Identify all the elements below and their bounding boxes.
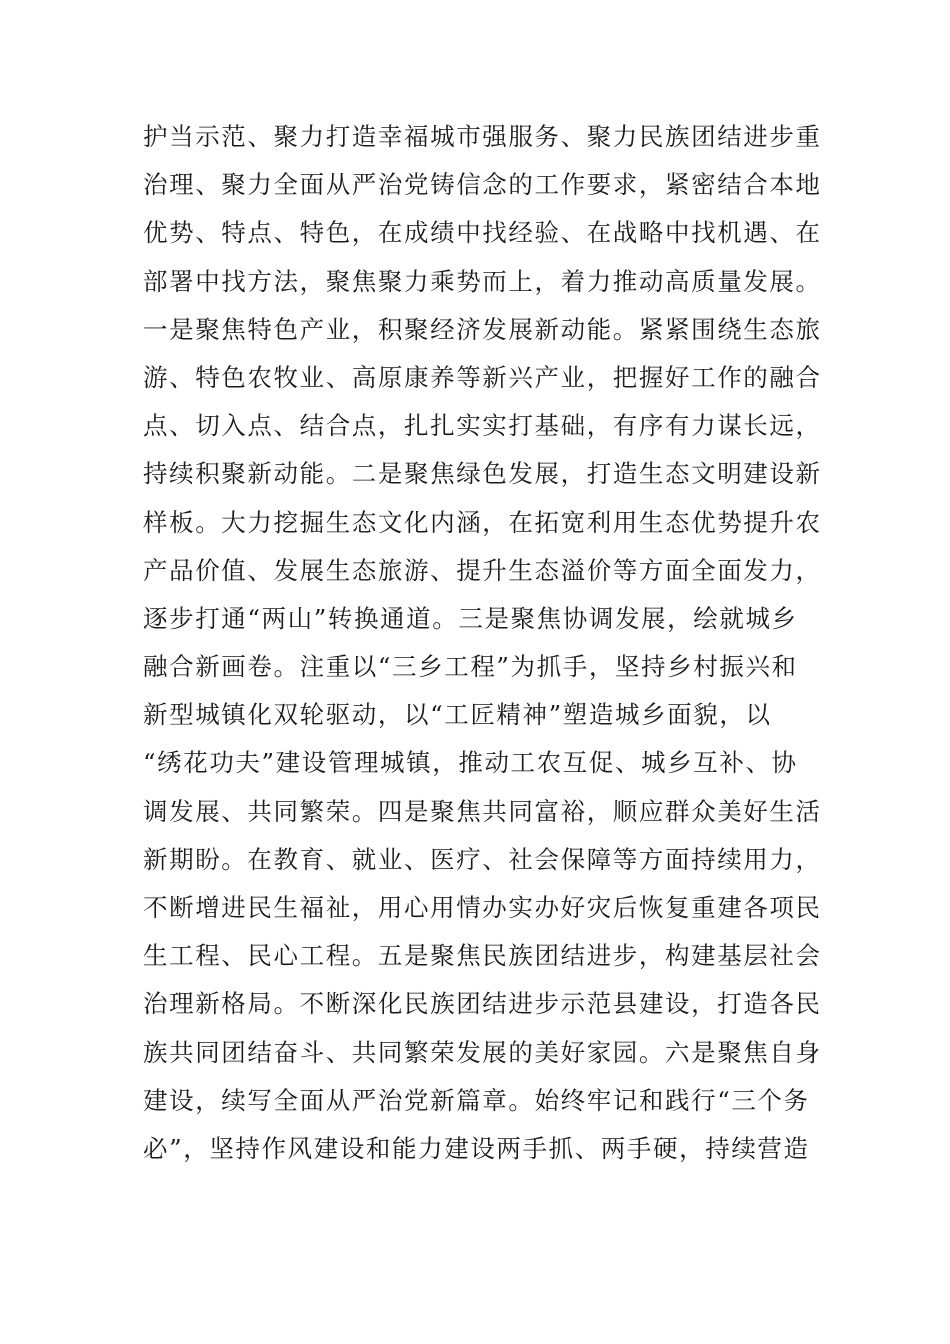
text-line: 逐步打通“两山”转换通道。三是聚焦协调发展，绘就城乡 xyxy=(143,603,798,633)
text-line: 必”，坚持作风建设和能力建设两手抓、两手硬，持续营造 xyxy=(143,1133,810,1163)
text-line: 族共同团结奋斗、共同繁荣发展的美好家园。六是聚焦自身 xyxy=(143,1037,822,1067)
text-line: 一是聚焦特色产业，积聚经济发展新动能。紧紧围绕生态旅 xyxy=(143,314,822,344)
text-line: 治理、聚力全面从严治党铸信念的工作要求，紧密结合本地 xyxy=(143,170,822,200)
text-line: 新期盼。在教育、就业、医疗、社会保障等方面持续用力， xyxy=(143,844,822,874)
text-line: “绣花功夫”建设管理城镇，推动工农互促、城乡互补、协 xyxy=(143,748,798,778)
text-line: 部署中找方法，聚焦聚力乘势而上，着力推动高质量发展。 xyxy=(143,266,822,296)
text-line: 游、特色农牧业、高原康养等新兴产业，把握好工作的融合 xyxy=(143,362,822,392)
text-line: 点、切入点、结合点，扎扎实实打基础，有序有力谋长远， xyxy=(143,411,822,441)
body-paragraph xyxy=(143,113,822,1173)
text-line: 建设，续写全面从严治党新篇章。始终牢记和践行“三个务 xyxy=(143,1085,810,1115)
text-line: 调发展、共同繁荣。四是聚焦共同富裕，顺应群众美好生活 xyxy=(143,796,822,826)
text-line: 治理新格局。不断深化民族团结进步示范县建设，打造各民 xyxy=(143,989,822,1019)
text-line: 样板。大力挖掘生态文化内涵，在拓宽利用生态优势提升农 xyxy=(143,507,822,537)
text-line: 不断增进民生福祉，用心用情办实办好灾后恢复重建各项民 xyxy=(143,893,822,922)
text-line: 优势、特点、特色，在成绩中找经验、在战略中找机遇、在 xyxy=(143,218,822,248)
text-line: 护当示范、聚力打造幸福城市强服务、聚力民族团结进步重 xyxy=(143,122,822,151)
text-line: 产品价值、发展生态旅游、提升生态溢价等方面全面发力， xyxy=(143,555,822,585)
text-line: 持续积聚新动能。二是聚焦绿色发展，打造生态文明建设新 xyxy=(143,459,822,489)
text-line: 新型城镇化双轮驱动，以“工匠精神”塑造城乡面貌，以 xyxy=(143,700,772,730)
text-line: 融合新画卷。注重以“三乡工程”为抓手，坚持乡村振兴和 xyxy=(143,652,798,682)
text-line: 生工程、民心工程。五是聚焦民族团结进步，构建基层社会 xyxy=(143,941,822,971)
